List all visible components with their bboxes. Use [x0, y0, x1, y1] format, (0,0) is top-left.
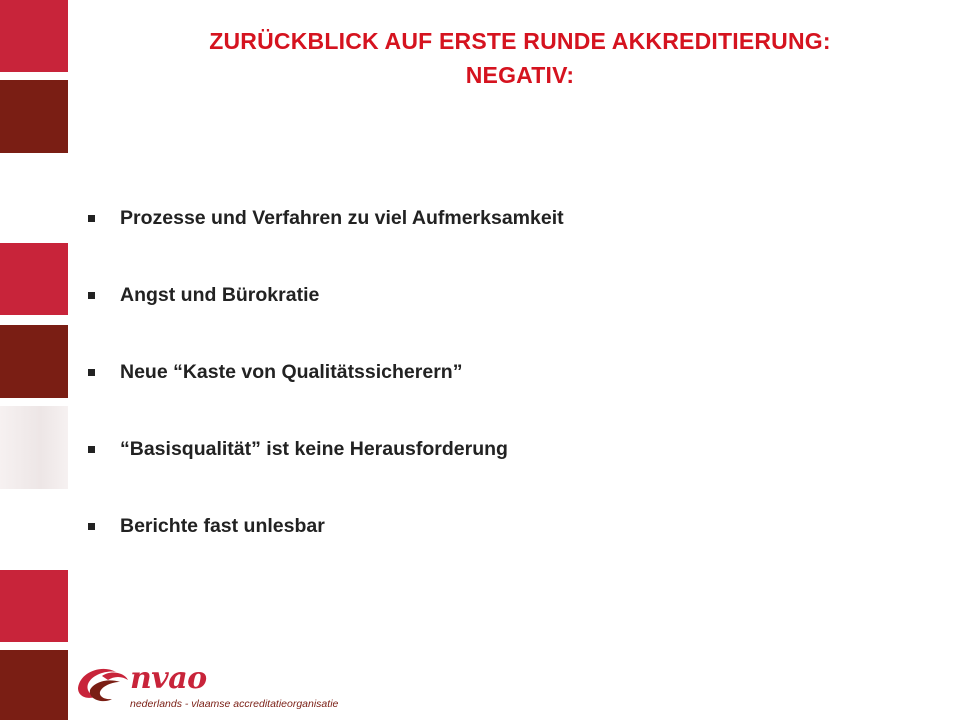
bullet-text: Prozesse und Verfahren zu viel Aufmerksamkeit: [120, 206, 564, 229]
bullet-item: [84, 506, 564, 546]
strip-block-red: [0, 570, 68, 642]
slide-title-line1: ZURÜCKBLICK AUF ERSTE RUNDE AKKREDITIERUNG:: [209, 28, 831, 54]
bullet-item: [84, 352, 564, 392]
strip-block-dark: [0, 80, 68, 153]
bullet-item: [84, 275, 564, 315]
square-bullet-icon: [88, 215, 95, 222]
square-bullet-icon: [88, 292, 95, 299]
nvao-logo: [72, 660, 339, 718]
bullet-text: Neue “Kaste von Qualitätssicherern”: [120, 360, 463, 383]
strip-block-red: [0, 243, 68, 315]
strip-block-dark: [0, 650, 68, 720]
slide-title-line2: NEGATIV:: [465, 62, 575, 88]
logo-tagline: nederlands - vlaamse accreditatieorganisatie: [130, 698, 339, 710]
bullet-list: [84, 198, 564, 583]
logo-wordmark: nvao: [130, 661, 207, 696]
square-bullet-icon: [88, 523, 95, 530]
square-bullet-icon: [88, 369, 95, 376]
nvao-swoosh-logo-icon: [72, 660, 134, 712]
square-bullet-icon: [88, 446, 95, 453]
strip-block-red: [0, 0, 68, 72]
decorative-side-strip: [0, 0, 68, 720]
bullet-item: [84, 198, 564, 238]
bullet-text: Berichte fast unlesbar: [120, 514, 325, 537]
strip-block-light: [0, 406, 68, 489]
bullet-text: Angst und Bürokratie: [120, 283, 320, 306]
strip-block-dark: [0, 325, 68, 398]
bullet-text: “Basisqualität” ist keine Herausforderung: [120, 437, 508, 460]
bullet-item: [84, 429, 564, 469]
slide-title: [110, 24, 930, 92]
